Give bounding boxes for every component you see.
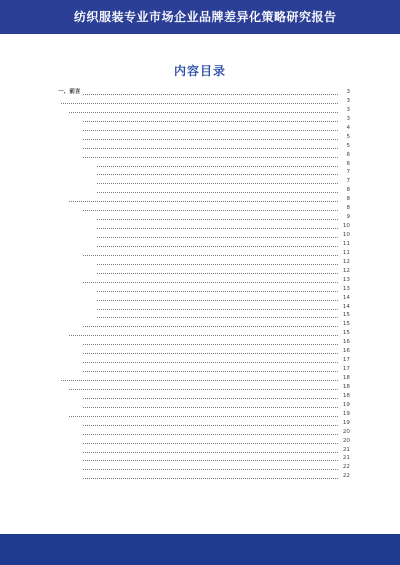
toc-page-number: 10 — [342, 223, 350, 230]
toc-page-number: 3 — [346, 97, 350, 104]
toc-leader-dots — [69, 335, 338, 336]
toc-leader-dots — [83, 371, 338, 372]
toc-page-number: 11 — [342, 240, 350, 247]
toc-entry[interactable] — [58, 410, 350, 419]
toc-page-number: 21 — [342, 446, 350, 453]
table-of-contents — [58, 88, 350, 481]
toc-page-number: 6 — [346, 151, 350, 158]
toc-leader-dots — [83, 478, 338, 479]
toc-entry[interactable] — [58, 303, 350, 312]
toc-entry[interactable] — [58, 329, 350, 338]
toc-leader-dots — [97, 317, 338, 318]
toc-page-number: 8 — [346, 205, 350, 212]
toc-page-number: 19 — [342, 410, 350, 417]
toc-leader-dots — [83, 407, 338, 408]
toc-leader-dots — [83, 434, 338, 435]
toc-entry[interactable] — [58, 356, 350, 365]
toc-page-number: 22 — [342, 464, 350, 471]
toc-leader-dots — [83, 460, 338, 461]
toc-leader-dots — [83, 157, 338, 158]
toc-entry[interactable] — [58, 267, 350, 276]
toc-entry[interactable] — [58, 320, 350, 329]
toc-entry[interactable] — [58, 463, 350, 472]
toc-entry[interactable] — [58, 240, 350, 249]
toc-entry[interactable] — [58, 392, 350, 401]
toc-leader-dots — [69, 112, 338, 113]
toc-page-number: 10 — [342, 232, 350, 238]
toc-leader-dots — [69, 389, 338, 390]
toc-entry[interactable] — [58, 115, 350, 124]
toc-page-number: 20 — [342, 437, 350, 444]
toc-entry[interactable] — [58, 311, 350, 320]
toc-entry[interactable] — [58, 168, 350, 177]
toc-leader-dots — [69, 201, 338, 202]
report-header — [0, 0, 400, 34]
toc-leader-dots — [97, 264, 338, 265]
toc-page-number: 22 — [342, 473, 350, 480]
toc-entry[interactable] — [58, 124, 350, 133]
toc-entry[interactable] — [58, 454, 350, 463]
footer-banner — [0, 534, 400, 565]
toc-leader-dots — [97, 219, 338, 220]
toc-entry[interactable] — [58, 258, 350, 267]
toc-leader-dots — [83, 255, 338, 256]
toc-page-number: 12 — [342, 267, 350, 274]
toc-page-number: 18 — [342, 392, 350, 399]
toc-leader-dots — [69, 416, 338, 417]
toc-entry[interactable] — [58, 204, 350, 213]
toc-page-number: 17 — [342, 366, 350, 373]
toc-leader-dots — [97, 228, 338, 229]
toc-entry[interactable] — [58, 133, 350, 142]
toc-leader-dots — [83, 344, 338, 345]
toc-page-number: 3 — [346, 115, 350, 122]
toc-entry[interactable] — [58, 151, 350, 160]
toc-entry-text: 一、前言 — [58, 89, 81, 95]
toc-leader-dots — [83, 326, 338, 327]
toc-page-number: 3 — [346, 89, 350, 95]
toc-page-number: 7 — [346, 178, 350, 185]
toc-entry[interactable] — [58, 285, 350, 294]
toc-entry[interactable] — [58, 88, 350, 97]
toc-entry[interactable] — [58, 401, 350, 410]
toc-leader-dots — [61, 103, 338, 104]
toc-entry[interactable] — [58, 186, 350, 195]
toc-page-number: 3 — [346, 106, 350, 113]
toc-entry[interactable] — [58, 160, 350, 169]
toc-entry[interactable] — [58, 294, 350, 303]
toc-leader-dots — [83, 121, 338, 122]
toc-leader-dots — [83, 94, 338, 95]
toc-page-number: 19 — [342, 419, 350, 426]
toc-leader-dots — [97, 273, 338, 274]
toc-leader-dots — [97, 237, 338, 238]
toc-entry[interactable] — [58, 347, 350, 356]
toc-leader-dots — [83, 452, 338, 453]
toc-entry[interactable] — [58, 142, 350, 151]
toc-entry[interactable] — [58, 249, 350, 258]
toc-entry[interactable] — [58, 428, 350, 437]
toc-page-number: 8 — [346, 187, 350, 194]
toc-leader-dots — [97, 192, 338, 193]
toc-page-number: 9 — [346, 214, 350, 221]
toc-entry[interactable] — [58, 338, 350, 347]
toc-page-number: 5 — [346, 133, 350, 140]
toc-entry[interactable] — [58, 437, 350, 446]
toc-leader-dots — [83, 353, 338, 354]
toc-entry[interactable] — [58, 231, 350, 240]
toc-page-number: 16 — [342, 339, 350, 346]
toc-entry[interactable] — [58, 195, 350, 204]
toc-leader-dots — [83, 148, 338, 149]
toc-page-number: 15 — [342, 330, 350, 337]
toc-page-number: 19 — [342, 401, 350, 408]
report-title: 纺织服装专业市场企业品牌差异化策略研究报告 — [74, 10, 337, 24]
toc-leader-dots — [83, 425, 338, 426]
toc-page-number: 20 — [342, 428, 350, 435]
toc-entry[interactable] — [58, 419, 350, 428]
toc-leader-dots — [83, 362, 338, 363]
toc-leader-dots — [97, 183, 338, 184]
toc-entry[interactable] — [58, 106, 350, 115]
toc-page-number: 15 — [342, 321, 350, 328]
toc-leader-dots — [97, 309, 338, 310]
toc-page-number: 4 — [346, 124, 350, 131]
toc-leader-dots — [97, 174, 338, 175]
toc-leader-dots — [83, 398, 338, 399]
toc-page-number: 11 — [342, 249, 350, 256]
toc-entry[interactable] — [58, 383, 350, 392]
toc-leader-dots — [97, 246, 338, 247]
toc-page-number: 14 — [342, 303, 350, 310]
toc-page-number: 14 — [342, 294, 350, 301]
toc-leader-dots — [83, 443, 338, 444]
toc-entry[interactable] — [58, 365, 350, 374]
toc-entry[interactable] — [58, 213, 350, 222]
toc-leader-dots — [97, 166, 338, 167]
toc-heading: 内容目录 — [173, 64, 226, 78]
toc-entry[interactable] — [58, 97, 350, 106]
toc-page-number: 15 — [342, 312, 350, 319]
toc-page-number: 6 — [346, 160, 350, 167]
toc-leader-dots — [61, 380, 338, 381]
toc-page-number: 7 — [346, 169, 350, 176]
toc-page-number: 17 — [342, 357, 350, 364]
toc-page-number: 13 — [342, 276, 350, 283]
toc-leader-dots — [83, 282, 338, 283]
toc-entry[interactable] — [58, 472, 350, 481]
toc-entry[interactable] — [58, 276, 350, 285]
toc-page-number: 12 — [342, 258, 350, 265]
toc-leader-dots — [97, 291, 338, 292]
toc-page-number: 18 — [342, 383, 350, 390]
toc-entry[interactable] — [58, 374, 350, 383]
toc-page-number: 18 — [342, 375, 350, 381]
toc-leader-dots — [83, 130, 338, 131]
toc-page-number: 5 — [346, 142, 350, 149]
toc-page-number: 13 — [342, 285, 350, 292]
toc-entry[interactable] — [58, 222, 350, 231]
toc-page-number: 8 — [346, 196, 350, 203]
toc-leader-dots — [83, 469, 338, 470]
toc-page-number: 16 — [342, 348, 350, 355]
toc-entry[interactable] — [58, 446, 350, 455]
toc-leader-dots — [83, 139, 338, 140]
toc-entry[interactable] — [58, 177, 350, 186]
toc-page-number: 21 — [342, 455, 350, 462]
toc-leader-dots — [97, 300, 338, 301]
toc-leader-dots — [83, 210, 338, 211]
